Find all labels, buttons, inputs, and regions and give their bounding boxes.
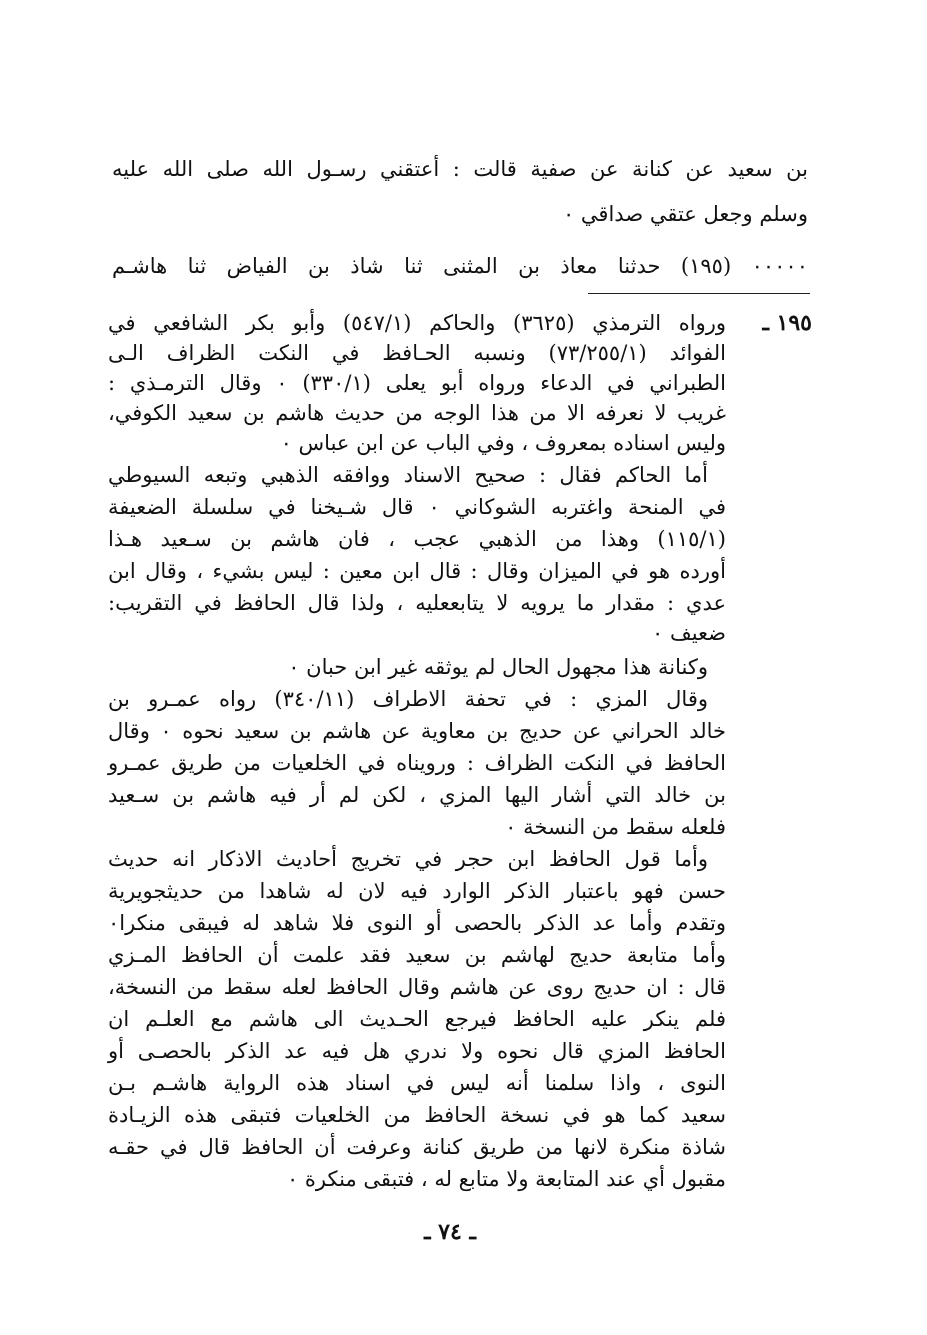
footnote-line: خالد الحراني عن حديج بن معاوية عن هاشم بن سعيد نحوه ٠ وقال <box>108 719 726 743</box>
main-text-line: بن سعيد عن كنانة عن صفية قالت : أعتقني رسـول الله صلى الله عليه <box>112 157 808 181</box>
footnote-line: في المنحة واغتربه الشوكاني ٠ قال شـيخنا في سلسلة الضعيفة <box>108 495 727 519</box>
footnote-line: مقبول أي عند المتابعة ولا متابع له ، فتبقى منكرة ٠ <box>286 1167 726 1191</box>
footnote-line: شاذة منكرة لانها من طريق كنانة وعرفت أن الحافظ قال في حقـه <box>108 1135 726 1159</box>
footnote-line: أما الحاكم فقال : صحيح الاسناد ووافقه الذهبي وتبعه السيوطي <box>108 463 708 487</box>
page-number: ـ ٧٤ ـ <box>424 1219 476 1245</box>
footnote-line: فلعله سقط من النسخة ٠ <box>505 815 726 839</box>
footnote-line: وأما قول الحافظ ابن حجر في تخريج أحاديث الاذكار انه حديث <box>108 847 708 871</box>
footnote-line: وليس اسناده بمعروف ، وفي الباب عن ابن عباس ٠ <box>280 431 726 455</box>
footnote-line: بن خالد التي أشار اليها المزي ، لكن لم أر فيه هاشم بن سـعيد <box>108 783 726 807</box>
footnote-line: غريب لا نعرفه الا من هذا الوجه من حديث هاشم بن سعيد الكوفي، <box>108 401 726 425</box>
footnote-number: ١٩٥ ـ <box>762 310 812 336</box>
footnote-line: (١١٥/١) وهذا من الذهبي عجب ، فان هاشم بن سـعيد هـذا <box>108 527 726 551</box>
footnote-line: حسن فهو باعتبار الذكر الوارد فيه لان له شاهدا من حديثجويرية <box>108 879 726 903</box>
footnote-line: سعيد كما هو في نسخة الحافظ من الخلعيات فتبقى هذه الزيـادة <box>108 1103 726 1127</box>
main-text-line: ٠٠٠٠٠ (١٩٥) حدثنا معاذ بن المثنى ثنا شاذ بن الفياض ثنا هاشـم <box>112 254 808 278</box>
footnote-line: وأما متابعة حديج لهاشم بن سعيد فقد علمت أن الحافظ المـزي <box>108 943 726 967</box>
main-text-line: وسلم وجعل عتقي صداقي ٠ <box>562 202 808 226</box>
footnote-line: فلم ينكر عليه الحافظ فيرجع الحـديث الى هاشم مع العلـم ان <box>108 1007 726 1031</box>
footnote-line: النوى ، واذا سلمنا أنه ليس في اسناد هذه الرواية هاشـم بـن <box>108 1071 726 1095</box>
footnote-line: ضعيف ٠ <box>652 621 726 645</box>
footnote-line: الطبراني في الدعاء ورواه أبو يعلى (٣٣٠/١) ٠ وقال الترمـذي : <box>108 371 726 395</box>
footnote-line: الفوائد (٧٣/٢٥٥/١) ونسبه الحـافظ في النكت الظراف الـى <box>108 341 726 365</box>
footnote-line: وقال المزي : في تحفة الاطراف (٣٤٠/١١) رواه عمـرو بن <box>108 687 708 711</box>
footnote-line: الحافظ في النكت الظراف : ورويناه في الخلعيات من طريق عمـرو <box>108 751 726 775</box>
footnote-line: وكنانة هذا مجهول الحال لم يوثقه غير ابن حبان ٠ <box>288 655 708 679</box>
footnote-line: ورواه الترمذي (٣٦٢٥) والحاكم (٥٤٧/١) وأبو بكر الشافعي في <box>108 311 726 335</box>
footnote-line: وتقدم وأما عد الذكر بالحصى أو النوى فلا شاهد له فيبقى منكرا٠ <box>108 911 726 935</box>
footnote-separator <box>588 293 810 294</box>
footnote-line: عدي : مقدار ما يرويه لا يتابععليه ، ولذا قال الحافظ في التقريب: <box>108 591 726 615</box>
footnote-line: الحافظ المزي قال نحوه ولا ندري هل فيه عد الذكر بالحصـى أو <box>108 1039 726 1063</box>
footnote-line: أورده هو في الميزان وقال : قال ابن معين : ليس بشيء ، وقال ابن <box>108 559 726 583</box>
footnote-line: قال : ان حديج روى عن هاشم وقال الحافظ لعله سقط من النسخة، <box>108 975 726 999</box>
